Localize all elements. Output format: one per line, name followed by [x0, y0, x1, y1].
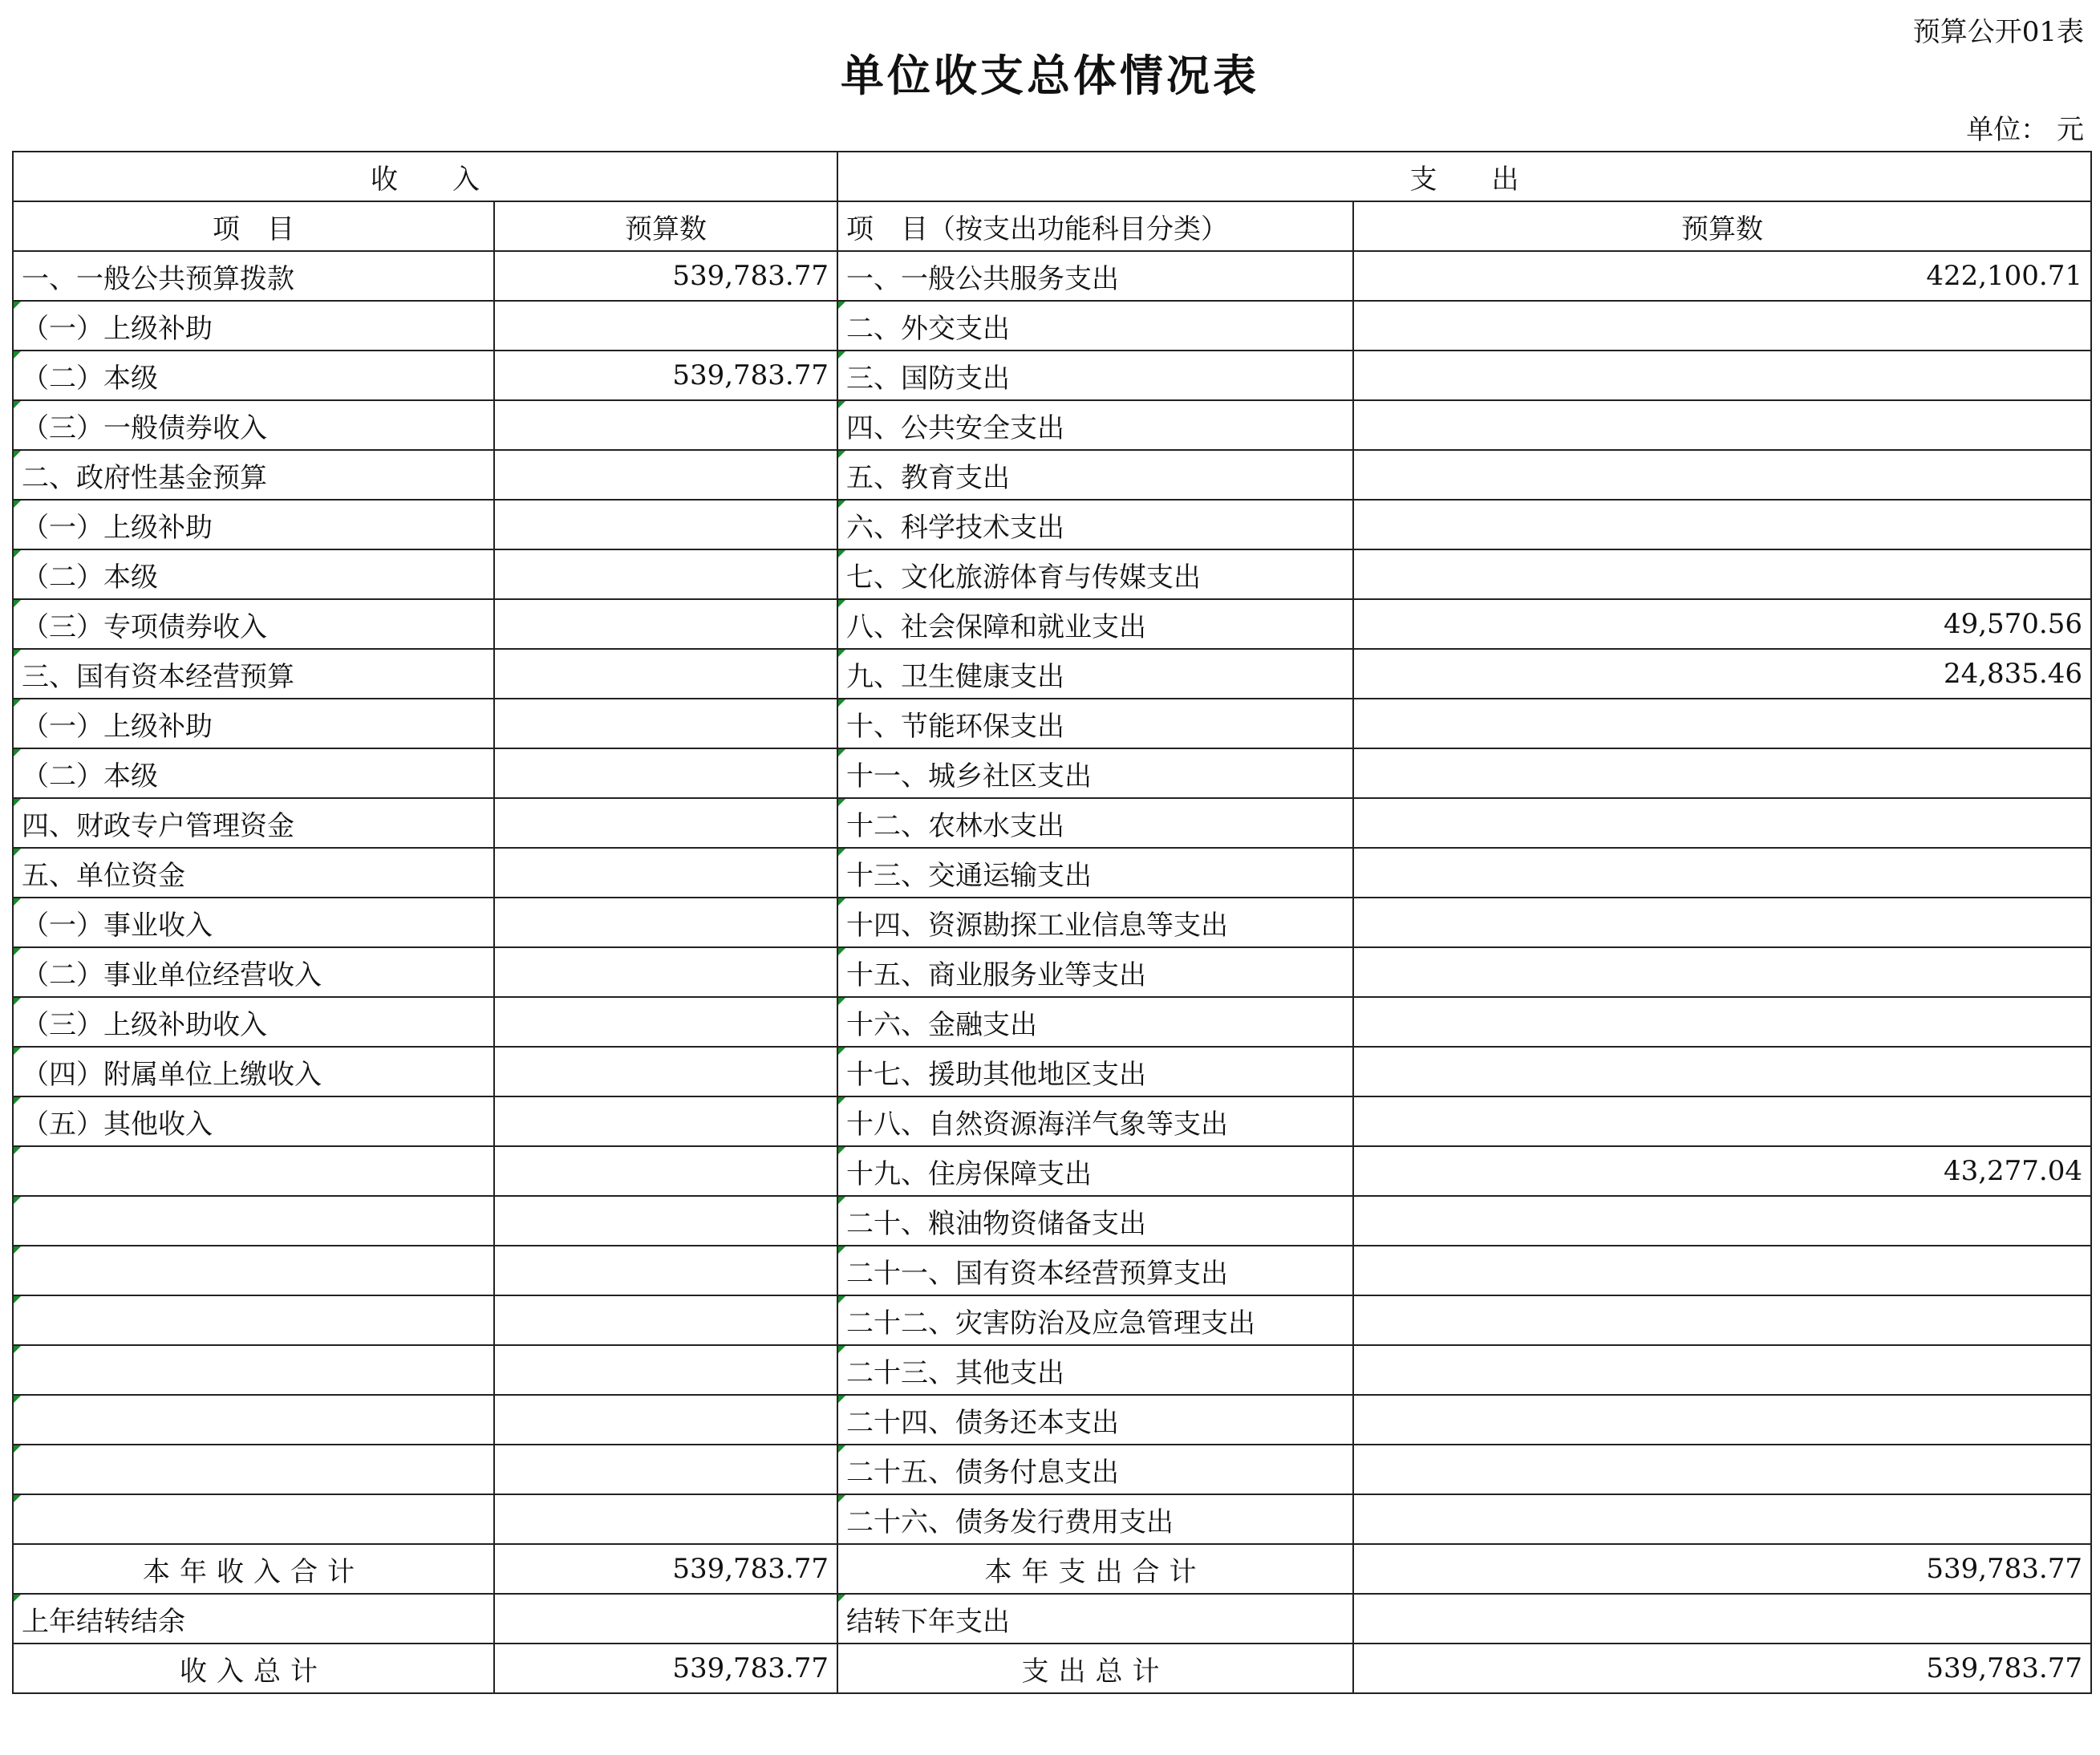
table-row: [13, 1345, 2091, 1395]
income-item: （二）本级: [13, 549, 494, 599]
year-total-row: [13, 1544, 2091, 1594]
income-item: （一）上级补助: [13, 301, 494, 351]
income-value: [494, 748, 837, 798]
budget-table: [12, 151, 2092, 1694]
expense-value: 49,570.56: [1353, 599, 2091, 649]
income-value: [494, 450, 837, 500]
table-row: [13, 351, 2091, 400]
expense-item: 十八、自然资源海洋气象等支出: [837, 1096, 1353, 1146]
expense-value: [1353, 798, 2091, 848]
income-header: 收 入: [13, 152, 837, 201]
expense-item: 一、一般公共服务支出: [837, 251, 1353, 301]
table-row: [13, 450, 2091, 500]
table-row: [13, 400, 2091, 450]
income-value: [494, 1146, 837, 1196]
income-value: [494, 301, 837, 351]
income-value: [494, 848, 837, 898]
income-value: [494, 1345, 837, 1395]
table-row: [13, 1445, 2091, 1494]
expense-item: 二十四、债务还本支出: [837, 1395, 1353, 1445]
expense-value: [1353, 1295, 2091, 1345]
carry-in-value: [494, 1594, 837, 1644]
income-item: （一）上级补助: [13, 699, 494, 748]
table-row: [13, 251, 2091, 301]
income-item: [13, 1445, 494, 1494]
expense-item: 三、国防支出: [837, 351, 1353, 400]
income-value: 539,783.77: [494, 251, 837, 301]
income-value: [494, 1445, 837, 1494]
budget-table-body: [13, 152, 2091, 1544]
expense-value: [1353, 748, 2091, 798]
totals-body: [13, 1544, 2091, 1693]
expense-value: [1353, 450, 2091, 500]
carry-in-label: 上年结转结余: [13, 1594, 494, 1644]
table-row: [13, 649, 2091, 699]
header-row-top: [13, 152, 2091, 201]
total-income-label: 收入总计: [13, 1644, 494, 1693]
income-item: （四）附属单位上缴收入: [13, 1047, 494, 1096]
expense-value: 422,100.71: [1353, 251, 2091, 301]
form-code: 预算公开01表: [1912, 16, 2084, 48]
expense-item: 四、公共安全支出: [837, 400, 1353, 450]
income-value: [494, 1246, 837, 1295]
carry-out-label: 结转下年支出: [837, 1594, 1353, 1644]
table-row: [13, 1047, 2091, 1096]
expense-item: 二十五、债务付息支出: [837, 1445, 1353, 1494]
income-item: [13, 1395, 494, 1445]
expense-item: 十四、资源勘探工业信息等支出: [837, 898, 1353, 947]
expense-value: [1353, 500, 2091, 549]
table-row: [13, 549, 2091, 599]
expense-value: [1353, 1494, 2091, 1544]
expense-value: 43,277.04: [1353, 1146, 2091, 1196]
income-item: 三、国有资本经营预算: [13, 649, 494, 699]
income-value: [494, 1047, 837, 1096]
income-item: [13, 1196, 494, 1246]
table-row: [13, 699, 2091, 748]
income-value: [494, 400, 837, 450]
table-row: [13, 1196, 2091, 1246]
expense-value: [1353, 400, 2091, 450]
header-row-sub: [13, 201, 2091, 251]
expense-value: [1353, 997, 2091, 1047]
income-value: [494, 1096, 837, 1146]
expense-item: 十二、农林水支出: [837, 798, 1353, 848]
income-item: （三）一般债券收入: [13, 400, 494, 450]
income-item: （一）上级补助: [13, 500, 494, 549]
income-value: [494, 898, 837, 947]
expense-item: 二十一、国有资本经营预算支出: [837, 1246, 1353, 1295]
expense-value: [1353, 351, 2091, 400]
expense-value: [1353, 549, 2091, 599]
total-income-value: 539,783.77: [494, 1644, 837, 1693]
expense-item: 二、外交支出: [837, 301, 1353, 351]
income-item: [13, 1295, 494, 1345]
unit-label: 单位： 元: [1966, 114, 2084, 146]
expense-item: 五、教育支出: [837, 450, 1353, 500]
expense-item: 十五、商业服务业等支出: [837, 947, 1353, 997]
table-row: [13, 997, 2091, 1047]
table-row: [13, 1295, 2091, 1345]
income-value: [494, 1295, 837, 1345]
expense-value: [1353, 1047, 2091, 1096]
income-budget-header: 预算数: [494, 201, 837, 251]
income-value: [494, 599, 837, 649]
table-row: [13, 748, 2091, 798]
expense-item: 十六、金融支出: [837, 997, 1353, 1047]
expense-item: 十、节能环保支出: [837, 699, 1353, 748]
income-value: 539,783.77: [494, 351, 837, 400]
income-item: 四、财政专户管理资金: [13, 798, 494, 848]
income-item: 一、一般公共预算拨款: [13, 251, 494, 301]
income-item: 二、政府性基金预算: [13, 450, 494, 500]
income-item-header: 项 目: [13, 201, 494, 251]
carry-out-value: [1353, 1594, 2091, 1644]
income-value: [494, 798, 837, 848]
expense-item: 六、科学技术支出: [837, 500, 1353, 549]
expense-header: 支 出: [837, 152, 2091, 201]
table-row: [13, 599, 2091, 649]
expense-item: 十七、援助其他地区支出: [837, 1047, 1353, 1096]
expense-item-header: 项 目（按支出功能科目分类）: [837, 201, 1353, 251]
expense-value: [1353, 848, 2091, 898]
expense-item: 二十、粮油物资储备支出: [837, 1196, 1353, 1246]
table-row: [13, 1096, 2091, 1146]
expense-item: 九、卫生健康支出: [837, 649, 1353, 699]
expense-value: [1353, 1445, 2091, 1494]
year-income-total-value: 539,783.77: [494, 1544, 837, 1594]
income-item: [13, 1345, 494, 1395]
table-row: [13, 1494, 2091, 1544]
income-value: [494, 500, 837, 549]
expense-item: 十三、交通运输支出: [837, 848, 1353, 898]
expense-value: [1353, 898, 2091, 947]
table-row: [13, 1246, 2091, 1295]
carry-over-row: [13, 1594, 2091, 1644]
year-income-total-label: 本年收入合计: [13, 1544, 494, 1594]
income-item: [13, 1146, 494, 1196]
expense-budget-header: 预算数: [1353, 201, 2091, 251]
income-item: 五、单位资金: [13, 848, 494, 898]
income-item: （二）事业单位经营收入: [13, 947, 494, 997]
income-item: （一）事业收入: [13, 898, 494, 947]
expense-item: 二十三、其他支出: [837, 1345, 1353, 1395]
table-row: [13, 1395, 2091, 1445]
table-row: [13, 947, 2091, 997]
expense-item: 十一、城乡社区支出: [837, 748, 1353, 798]
year-expense-total-value: 539,783.77: [1353, 1544, 2091, 1594]
expense-value: [1353, 301, 2091, 351]
income-item: [13, 1494, 494, 1544]
page-title: 单位收支总体情况表: [841, 51, 1259, 101]
income-item: （二）本级: [13, 748, 494, 798]
expense-item: 七、文化旅游体育与传媒支出: [837, 549, 1353, 599]
total-expense-value: 539,783.77: [1353, 1644, 2091, 1693]
expense-item: 十九、住房保障支出: [837, 1146, 1353, 1196]
income-value: [494, 549, 837, 599]
expense-value: [1353, 1196, 2091, 1246]
expense-value: [1353, 1246, 2091, 1295]
income-value: [494, 1395, 837, 1445]
income-value: [494, 1196, 837, 1246]
expense-item: 二十六、债务发行费用支出: [837, 1494, 1353, 1544]
expense-item: 二十二、灾害防治及应急管理支出: [837, 1295, 1353, 1345]
grand-total-row: [13, 1644, 2091, 1693]
table-row: [13, 1146, 2091, 1196]
total-expense-label: 支出总计: [837, 1644, 1353, 1693]
income-value: [494, 1494, 837, 1544]
expense-item: 八、社会保障和就业支出: [837, 599, 1353, 649]
income-item: （三）专项债券收入: [13, 599, 494, 649]
income-value: [494, 649, 837, 699]
budget-table-container: [12, 151, 2090, 1694]
income-item: （二）本级: [13, 351, 494, 400]
expense-value: 24,835.46: [1353, 649, 2091, 699]
income-item: （五）其他收入: [13, 1096, 494, 1146]
expense-value: [1353, 699, 2091, 748]
table-row: [13, 848, 2091, 898]
year-expense-total-label: 本年支出合计: [837, 1544, 1353, 1594]
income-item: [13, 1246, 494, 1295]
expense-value: [1353, 1096, 2091, 1146]
table-row: [13, 500, 2091, 549]
expense-value: [1353, 947, 2091, 997]
income-value: [494, 947, 837, 997]
table-row: [13, 798, 2091, 848]
table-row: [13, 898, 2091, 947]
income-value: [494, 997, 837, 1047]
income-item: （三）上级补助收入: [13, 997, 494, 1047]
table-row: [13, 301, 2091, 351]
income-value: [494, 699, 837, 748]
expense-value: [1353, 1395, 2091, 1445]
expense-value: [1353, 1345, 2091, 1395]
